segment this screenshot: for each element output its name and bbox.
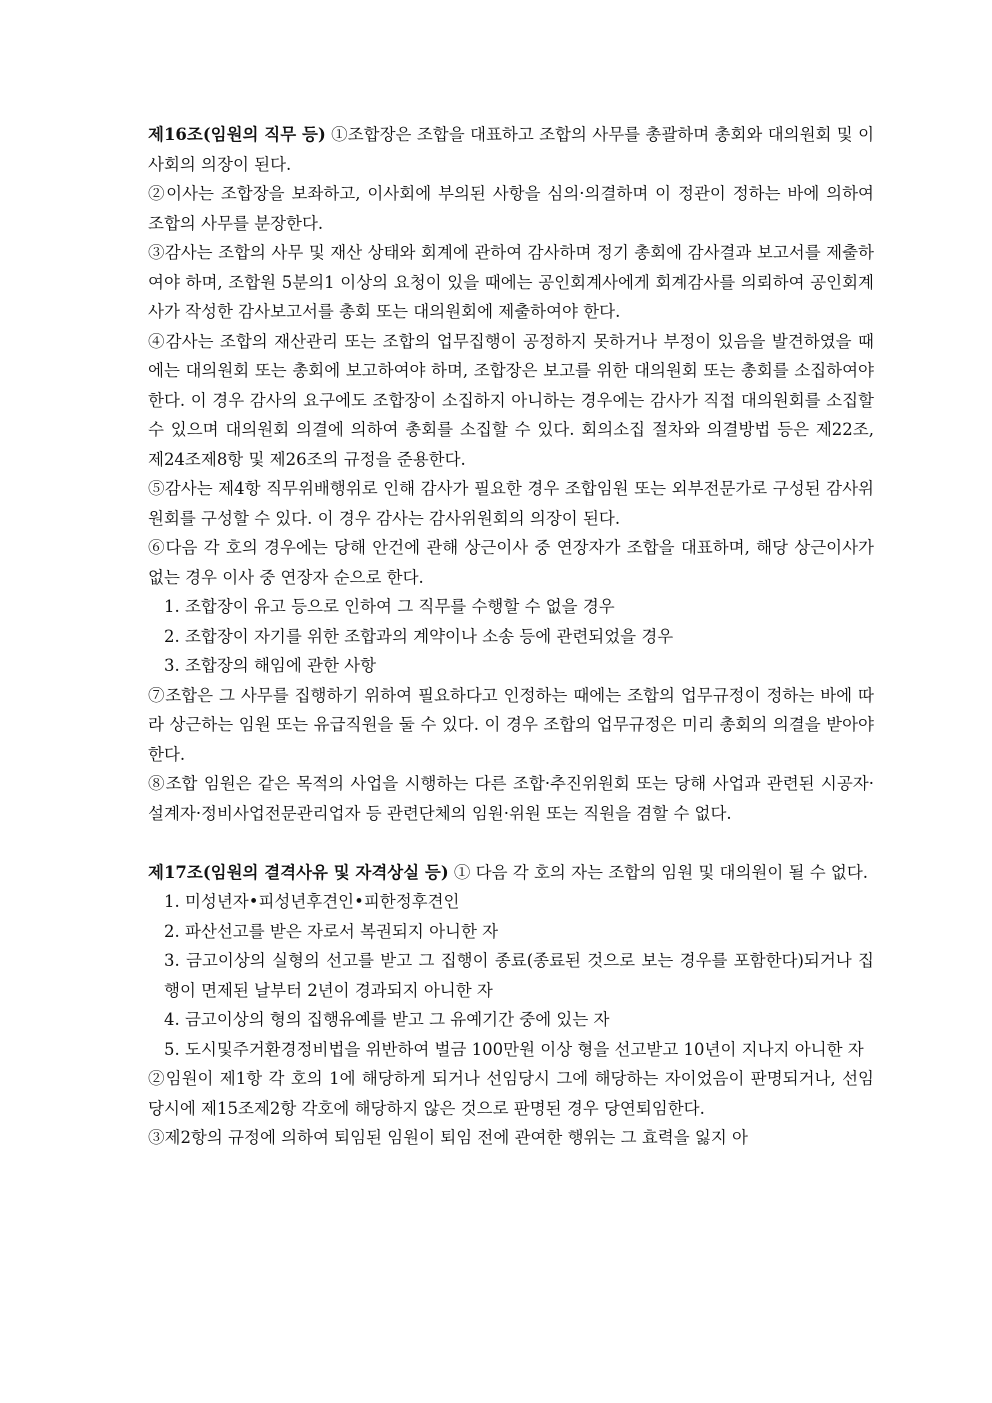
- article-16-paragraph-5: ⑤감사는 제4항 직무위배행위로 인해 감사가 필요한 경우 조합임원 또는 외부전문가로 구성된 감사위원회를 구성할 수 있다. 이 경우 감사는 감사위원회의 의장이 된다.: [148, 479, 874, 528]
- article-16-paragraph-6: ⑥다음 각 호의 경우에는 당해 안건에 관해 상근이사 중 연장자가 조합을 대표하며, 해당 상근이사가 없는 경우 이사 중 연장자 순으로 한다.: [148, 538, 874, 587]
- article-17-item-1: 1. 미성년자•피성년후견인•피한정후견인: [164, 892, 460, 911]
- article-16-heading: 제16조(임원의 직무 등): [148, 125, 326, 144]
- article-16-paragraph-8: ⑧조합 임원은 같은 목적의 사업을 시행하는 다른 조합·추진위원회 또는 당해 사업과 관련된 시공자·설계자·정비사업전문관리업자 등 관련단체의 임원·위원 또는 직원을 겸할 수 없다.: [148, 774, 874, 823]
- article-17-item-2: 2. 파산선고를 받은 자로서 복권되지 아니한 자: [164, 921, 499, 941]
- article-16-item-1: 1. 조합장이 유고 등으로 인하여 그 직무를 수행할 수 없을 경우: [164, 597, 615, 616]
- article-16-paragraph-4: ④감사는 조합의 재산관리 또는 조합의 업무집행이 공정하지 못하거나 부정이 있음을 발견하였을 때에는 대의원회 또는 총회에 보고하여야 하며, 조합장은 보고를 위한 대의원회 또는 총회를 소집하여야 한다. 이 경우 감사의 요구에도 조합장이 소집하지 아니하는 경우에는 감사가 직접 대의원회를 소집할 수 있으며 대의원회 의결에 의하여 총회를 소집할 수 있다. 회의소집 절차와 의결방법 등은 제22조, 제24조제8항 및 제26조의 규정을 준용한다.: [148, 331, 874, 469]
- article-16-paragraph-7: ⑦조합은 그 사무를 집행하기 위하여 필요하다고 인정하는 때에는 조합의 업무규정이 정하는 바에 따라 상근하는 임원 또는 유급직원을 둘 수 있다. 이 경우 조합의 업무규정은 미리 총회의 의결을 받아야 한다.: [148, 685, 874, 764]
- article-17-item-5: 5. 도시및주거환경정비법을 위반하여 벌금 100만원 이상 형을 선고받고 10년이 지나지 아니한 자: [164, 1039, 864, 1059]
- article-16: [148, 120, 874, 828]
- article-16-paragraph-2: ②이사는 조합장을 보좌하고, 이사회에 부의된 사항을 심의·의결하며 이 정관이 정하는 바에 의하여 조합의 사무를 분장한다.: [148, 184, 874, 233]
- article-17-paragraph-3: ③제2항의 규정에 의하여 퇴임된 임원이 퇴임 전에 관여한 행위는 그 효력을 잃지 아: [148, 1128, 748, 1147]
- document-page: [148, 120, 874, 1182]
- article-16-item-2: 2. 조합장이 자기를 위한 조합과의 계약이나 소송 등에 관련되었을 경우: [164, 626, 674, 646]
- article-17-paragraph-2: ②임원이 제1항 각 호의 1에 해당하게 되거나 선임당시 그에 해당하는 자이었음이 판명되거나, 선임당시에 제15조제2항 각호에 해당하지 않은 것으로 판명된 경우 당연퇴임한다.: [148, 1069, 874, 1118]
- article-17-paragraph-1: [148, 858, 874, 888]
- article-16-item-3: 3. 조합장의 해임에 관한 사항: [164, 656, 377, 675]
- article-17-item-4: 4. 금고이상의 형의 집행유예를 받고 그 유예기간 중에 있는 자: [164, 1010, 610, 1029]
- article-17-paragraph-1-text: ① 다음 각 호의 자는 조합의 임원 및 대의원이 될 수 없다.: [453, 862, 869, 882]
- article-16-paragraph-1-text: ①조합장은 조합을 대표하고 조합의 사무를 총괄하며 총회와 대의원회 및 이사회의 의장이 된다.: [148, 125, 875, 174]
- article-16-paragraph-3: ③감사는 조합의 사무 및 재산 상태와 회계에 관하여 감사하며 정기 총회에 감사결과 보고서를 제출하여야 하며, 조합원 5분의1 이상의 요청이 있을 때에는 공인회계사에게 회계감사를 의뢰하여 공인회계사가 작성한 감사보고서를 총회 또는 대의원회에 제출하여야 한다.: [148, 243, 874, 321]
- article-16-paragraph-1: [148, 120, 874, 179]
- article-17-heading: 제17조(임원의 결격사유 및 자격상실 등): [148, 862, 449, 882]
- article-17-item-3: 3. 금고이상의 실형의 선고를 받고 그 집행이 종료(종료된 것으로 보는 경우를 포함한다)되거나 집행이 면제된 날부터 2년이 경과되지 아니한 자: [164, 951, 874, 1000]
- article-17: [148, 858, 874, 1153]
